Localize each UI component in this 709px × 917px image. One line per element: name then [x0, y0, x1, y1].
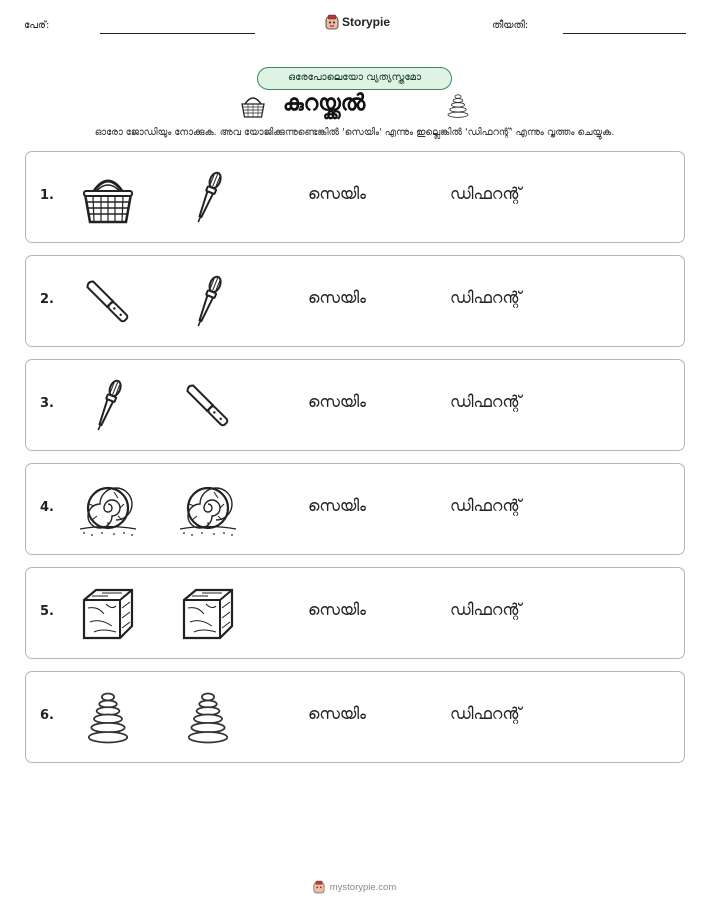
dropper-icon — [178, 274, 238, 330]
row-number: 2. — [40, 292, 54, 307]
basket-icon — [78, 170, 138, 226]
footer — [0, 880, 709, 894]
brand-name: Storypie — [342, 15, 391, 29]
option-different[interactable]: ഡിഫറന്റ് — [450, 496, 522, 515]
name-label: പേര്: — [24, 20, 50, 31]
stacked-stones-icon — [178, 690, 238, 746]
row-number: 1. — [40, 188, 54, 203]
knife-icon — [78, 274, 138, 330]
snail-shell-icon — [78, 482, 138, 538]
option-same[interactable]: സെയിം — [308, 392, 366, 411]
pair-row — [25, 255, 685, 347]
cube-block-icon — [78, 586, 138, 642]
option-different[interactable]: ഡിഫറന്റ് — [450, 392, 522, 411]
row-number: 5. — [40, 604, 54, 619]
instructions-text: ഓരോ ജോഡിയും നോക്കുക. അവ യോജിക്കുന്നുണ്ടെങ്കിൽ 'സെയിം' എന്നും ഇല്ലെങ്കിൽ 'ഡിഫറന്റ്' എന്നും വൃത്തം ചെയ്യുക. — [94, 127, 615, 138]
dropper-icon — [178, 170, 238, 226]
footer-url[interactable]: mystorypie.com — [329, 881, 397, 893]
option-different[interactable]: ഡിഫറന്റ് — [450, 288, 522, 307]
option-different[interactable]: ഡിഫറന്റ് — [450, 704, 522, 723]
stacked-stones-icon — [78, 690, 138, 746]
option-same[interactable]: സെയിം — [308, 288, 366, 307]
row-number: 4. — [40, 500, 54, 515]
knife-icon — [178, 378, 238, 434]
stacked-stones-icon — [445, 92, 471, 122]
basket-icon — [238, 92, 268, 120]
pair-row — [25, 567, 685, 659]
option-same[interactable]: സെയിം — [308, 184, 366, 203]
page-title: കുറയ്ക്കൽ — [283, 91, 366, 116]
date-label: തീയതി: — [492, 20, 529, 31]
brand-logo — [325, 14, 390, 30]
dropper-icon — [78, 378, 138, 434]
pair-row — [25, 671, 685, 763]
name-write-line[interactable] — [100, 33, 255, 34]
option-same[interactable]: സെയിം — [308, 600, 366, 619]
worksheet-type-badge: ഒരേപോലെയോ വ്യത്യസ്തമോ — [257, 67, 452, 90]
pair-row — [25, 359, 685, 451]
storypie-mascot-icon — [325, 14, 339, 30]
row-number: 3. — [40, 396, 54, 411]
storypie-mascot-icon — [313, 880, 325, 894]
option-same[interactable]: സെയിം — [308, 704, 366, 723]
option-same[interactable]: സെയിം — [308, 496, 366, 515]
date-write-line[interactable] — [563, 33, 686, 34]
title-row — [0, 90, 709, 124]
pair-row — [25, 151, 685, 243]
worksheet-header — [0, 12, 709, 42]
option-different[interactable]: ഡിഫറന്റ് — [450, 184, 522, 203]
snail-shell-icon — [178, 482, 238, 538]
row-number: 6. — [40, 708, 54, 723]
option-different[interactable]: ഡിഫറന്റ് — [450, 600, 522, 619]
pair-row — [25, 463, 685, 555]
cube-block-icon — [178, 586, 238, 642]
